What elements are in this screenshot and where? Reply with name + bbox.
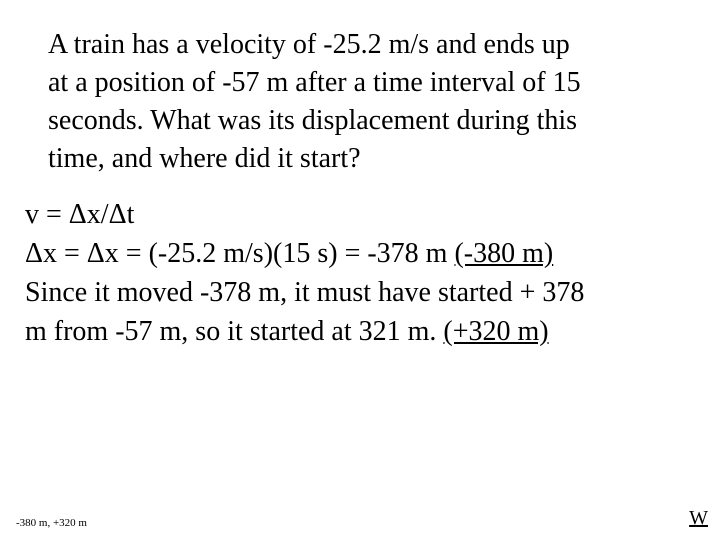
explanation-line-1: Since it moved -378 m, it must have started + 378: [25, 277, 585, 308]
footer-link-w[interactable]: W: [689, 507, 708, 529]
formula-line: v = Δx/Δt: [25, 199, 135, 230]
displacement-calculation: Δx = Δx = (-25.2 m/s)(15 s) = -378 m: [25, 238, 455, 269]
solution-block: [25, 195, 705, 351]
start-position-answer: (+320 m): [443, 316, 549, 347]
displacement-answer: (-380 m): [454, 238, 554, 269]
start-position-text: m from -57 m, so it started at 321 m.: [25, 316, 444, 347]
displacement-line: [25, 234, 705, 273]
question-text: A train has a velocity of -25.2 m/s and ends up at a position of -57 m after a time interval of 15 seconds. What was its displacement during this time, and where did it start?: [48, 29, 581, 174]
explanation-line-2: [25, 312, 705, 351]
answer-summary-note: -380 m, +320 m: [16, 517, 87, 529]
